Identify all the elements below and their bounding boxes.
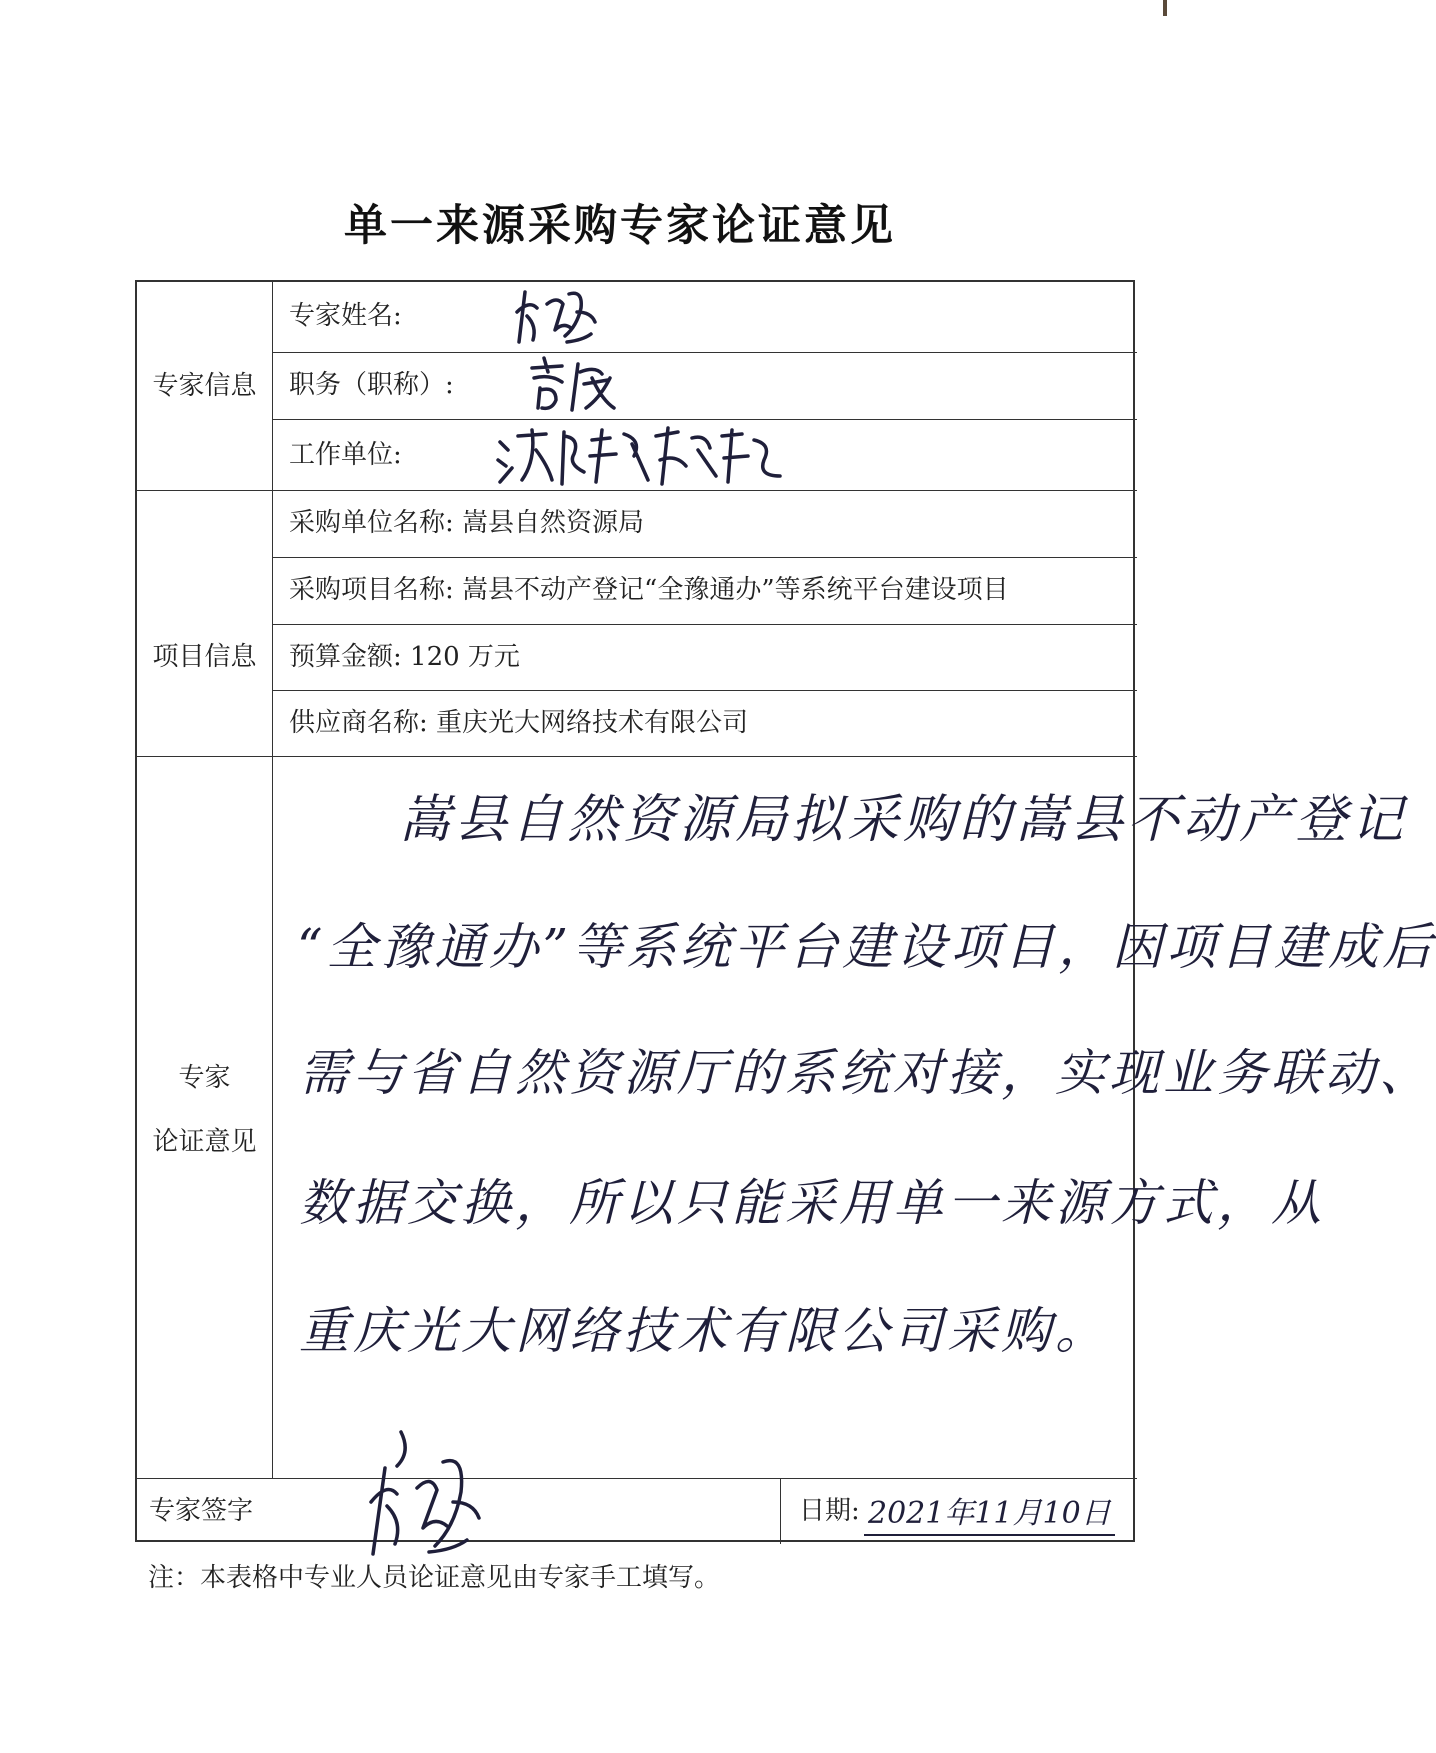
date-label: 日期:: [799, 1496, 860, 1526]
expert-name-label: 专家姓名:: [289, 301, 402, 331]
opinion-section-label-line1: 专家: [178, 1063, 231, 1093]
expert-unit-handwriting: [492, 420, 792, 495]
signature-label: 专家签字: [149, 1496, 254, 1526]
supplier-row: [289, 710, 748, 736]
project-info-section-label: 项目信息: [152, 642, 257, 672]
opinion-line-3: 需与省自然资源厅的系统对接，实现业务联动、: [299, 1044, 1433, 1102]
opinion-line-4: 数据交换，所以只能采用单一来源方式，从: [299, 1174, 1325, 1232]
expert-signature-handwriting: [357, 1422, 487, 1572]
supplier-value: 重庆光大网络技术有限公司: [436, 708, 749, 738]
date-value: 2021年11月10日: [864, 1488, 1115, 1536]
page-title: 单一来源采购专家论证意见: [344, 201, 896, 251]
project-name-row: [289, 577, 1009, 603]
opinion-section-label-line2: 论证意见: [152, 1126, 257, 1157]
supplier-label: 供应商名称:: [289, 708, 428, 738]
expert-unit-label: 工作单位:: [289, 440, 402, 470]
scan-edge-mark: [1163, 0, 1167, 16]
purchaser-label: 采购单位名称:: [289, 508, 454, 538]
project-name-label: 采购项目名称:: [289, 575, 454, 605]
purchaser-row: [289, 510, 644, 536]
footnote: 注：本表格中专业人员论证意见由专家手工填写。: [148, 1563, 721, 1593]
opinion-line-1: 嵩县自然资源局拟采购的嵩县不动产登记: [399, 790, 1408, 850]
opinion-section-label: [137, 1058, 272, 1163]
opinion-form: [135, 280, 1436, 1542]
opinion-line-2: “全豫通办”等系统平台建设项目，因项目建成后: [297, 918, 1436, 976]
opinion-line-5: 重庆光大网络技术有限公司采购。: [299, 1302, 1109, 1360]
purchaser-value: 嵩县自然资源局: [462, 508, 645, 538]
expert-title-label: 职务（职称）:: [289, 370, 454, 400]
budget-label: 预算金额:: [289, 642, 402, 672]
project-name-value: 嵩县不动产登记“全豫通办”等系统平台建设项目: [462, 575, 1009, 605]
budget-row: [289, 644, 520, 670]
expert-title-handwriting: [522, 348, 642, 423]
expert-info-section-label: 专家信息: [152, 371, 257, 401]
budget-value: 120 万元: [410, 642, 520, 672]
